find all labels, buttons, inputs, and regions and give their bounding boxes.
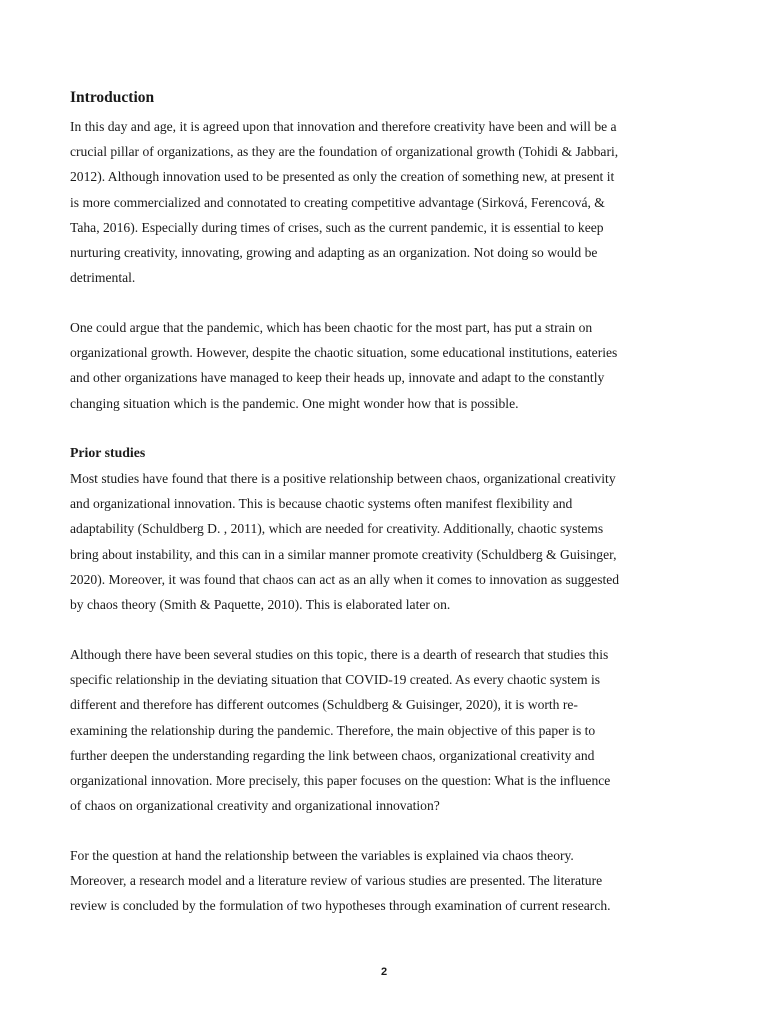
text-line: adaptability (Schuldberg D. , 2011), which are needed for creativity. Additionally, chaotic systems xyxy=(70,521,604,537)
text-line: In this day and age, it is agreed upon that innovation and therefore creativity have been and will be a xyxy=(70,119,617,134)
paragraph-prior-studies-1 xyxy=(70,466,619,617)
section-heading-prior-studies: Prior studies xyxy=(70,445,146,460)
text-line: One could argue that the pandemic, which has been chaotic for the most part, has put a strain on xyxy=(70,320,593,335)
text-line: Moreover, a research model and a literature review of various studies are presented. The literature xyxy=(70,873,603,889)
paragraph-prior-studies-2 xyxy=(70,642,610,818)
text-line: by chaos theory (Smith & Paquette, 2010). This is elaborated later on. xyxy=(70,596,451,612)
text-line: changing situation which is the pandemic. One might wonder how that is possible. xyxy=(70,395,519,411)
text-line: Taha, 2016). Especially during times of crises, such as the current pandemic, it is essential to keep xyxy=(70,219,604,235)
text-line: detrimental. xyxy=(70,270,136,286)
text-line: For the question at hand the relationship between the variables is explained via chaos theory. xyxy=(70,848,574,863)
text-line: examining the relationship during the pandemic. Therefore, the main objective of this paper is to xyxy=(70,722,596,738)
text-line: bring about instability, and this can in a similar manner promote creativity (Schuldberg & Guisinger, xyxy=(70,546,617,562)
text-line: further deepen the understanding regarding the link between chaos, organizational creativity and xyxy=(70,747,595,763)
text-line: review is concluded by the formulation of two hypotheses through examination of current research. xyxy=(70,898,611,914)
text-line: specific relationship in the deviating situation that COVID-19 created. As every chaotic system is xyxy=(70,672,601,688)
text-line: Most studies have found that there is a positive relationship between chaos, organizational creativity xyxy=(70,471,616,486)
paragraph-prior-studies-3 xyxy=(70,843,611,919)
text-line: 2012). Although innovation used to be presented as only the creation of something new, at present it xyxy=(70,169,615,185)
text-line: Although there have been several studies on this topic, there is a dearth of research that studies this xyxy=(70,647,609,662)
text-line: nurturing creativity, innovating, growing and adapting as an organization. Not doing so would be xyxy=(70,244,598,260)
text-line: crucial pillar of organizations, as they are the foundation of organizational growth (Tohidi & Jabbari, xyxy=(70,144,619,160)
text-line: 2020). Moreover, it was found that chaos can act as an ally when it comes to innovation as suggested xyxy=(70,571,620,587)
paragraph-introduction-1 xyxy=(70,114,618,290)
text-line: different and therefore has different outcomes (Schuldberg & Guisinger, 2020), it is worth re- xyxy=(70,697,578,713)
page-number: 2 xyxy=(380,966,388,978)
text-line: of chaos on organizational creativity and organizational innovation? xyxy=(70,798,440,814)
text-line: organizational growth. However, despite the chaotic situation, some educational institutions, eateries xyxy=(70,345,618,361)
text-line: and organizational innovation. This is because chaotic systems often manifest flexibility and xyxy=(70,496,573,512)
section-heading-introduction: Introduction xyxy=(70,89,155,106)
paragraph-introduction-2 xyxy=(70,315,617,416)
text-line: organizational innovation. More precisely, this paper focuses on the question: What is the influence xyxy=(70,772,611,788)
text-line: and other organizations have managed to keep their heads up, innovate and adapt to the constantly xyxy=(70,370,605,386)
text-line: is more commercialized and connotated to creating competitive advantage (Sirková, Ferencová, & xyxy=(70,194,605,210)
